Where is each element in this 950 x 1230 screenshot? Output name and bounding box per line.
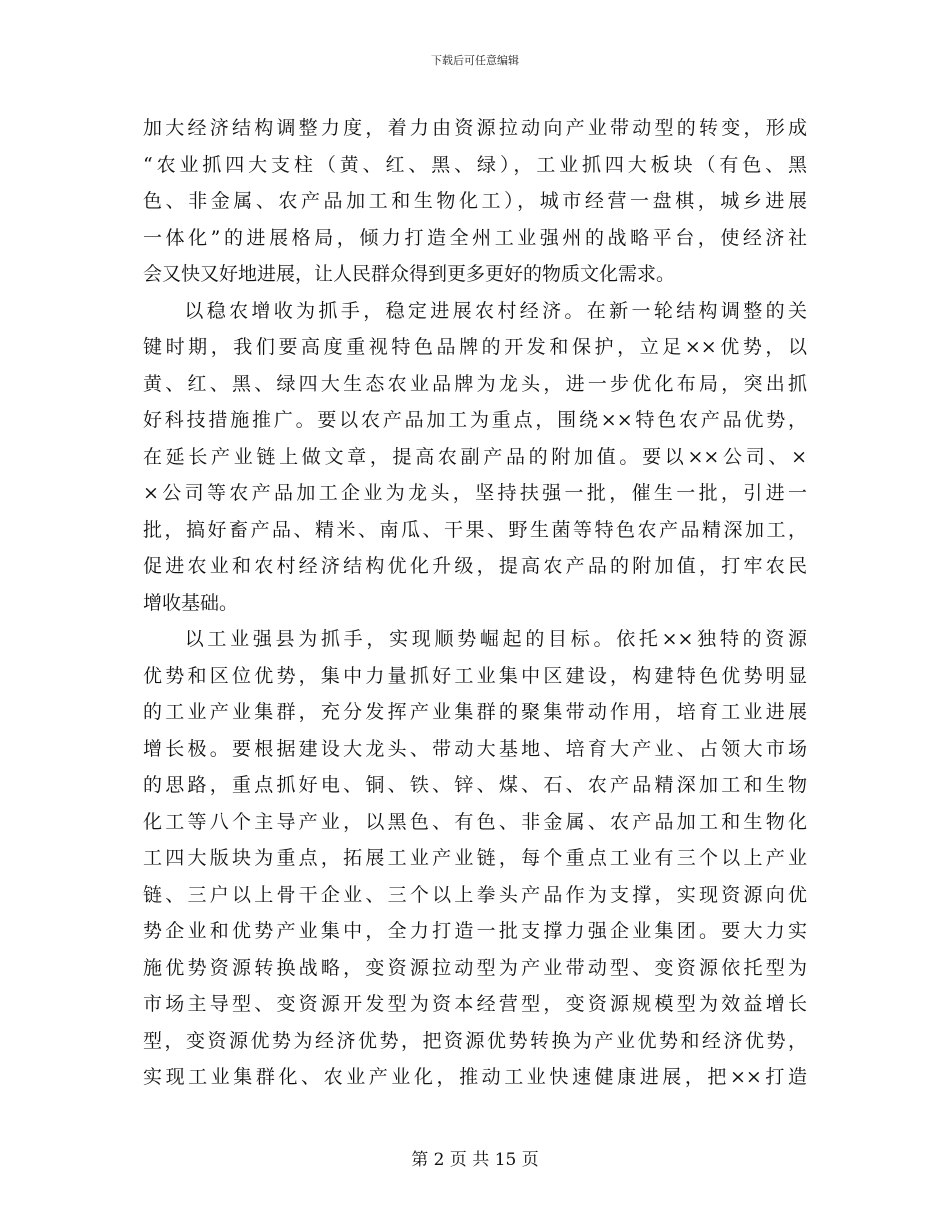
text-line: 实现工业集群化、农业产业化，推动工业快速健康进展，把××打造 — [143, 1066, 807, 1088]
text-line: 加大经济结构调整力度，着力由资源拉动向产业带动型的转变，形成 — [143, 117, 807, 139]
text-line: 色、非金属、农产品加工和生物化工），城市经营一盘棋，城乡进展 — [143, 190, 807, 212]
paragraph — [143, 621, 807, 1096]
text-line: 链、三户以上骨干企业、三个以上拳头产品作为支撑，实现资源向优 — [143, 883, 807, 906]
text-line: 黄、红、黑、绿四大生态农业品牌为龙头，进一步优化布局，突出抓 — [143, 372, 807, 395]
document-body — [143, 110, 807, 1096]
text-line: 的思路，重点抓好电、铜、铁、锌、煤、石、农产品精深加工和生物 — [143, 774, 807, 796]
paragraph — [143, 293, 807, 622]
paragraph — [143, 110, 807, 293]
text-line: “农业抓四大支柱（黄、红、黑、绿），工业抓四大板块（有色、黑 — [143, 153, 807, 176]
text-line: 会又快又好地进展，让人民群众得到更多更好的物质文化需求。 — [143, 263, 676, 285]
text-line: 增长极。要根据建设大龙头、带动大基地、培育大产业、占领大市场 — [143, 737, 807, 760]
text-line: 优势和区位优势，集中力量抓好工业集中区建设，构建特色优势明显 — [143, 664, 807, 687]
text-line: 促进农业和农村经济结构优化升级，提高农产品的附加值，打牢农民 — [143, 555, 807, 577]
text-line-first — [143, 293, 807, 330]
text-line: 势企业和优势产业集中，全力打造一批支撑力强企业集团。要大力实 — [143, 920, 807, 942]
text-line: 的工业产业集群，充分发挥产业集群的聚集带动作用，培育工业进展 — [143, 701, 807, 723]
text-line: 以稳农增收为抓手，稳定进展农村经济。在新一轮结构调整的关 — [181, 299, 807, 322]
text-line: 增收基础。 — [143, 591, 239, 614]
text-line: 型，变资源优势为经济优势，把资源优势转换为产业优势和经济优势， — [143, 1029, 807, 1052]
text-line: 工四大版块为重点，拓展工业产业链，每个重点工业有三个以上产业 — [143, 847, 807, 869]
text-line: ×公司等农产品加工企业为龙头，坚持扶强一批，催生一批，引进一 — [143, 482, 807, 504]
text-line: 市场主导型、变资源开发型为资本经营型，变资源规模型为效益增长 — [143, 993, 807, 1015]
text-line: 键时期，我们要高度重视特色品牌的开发和保护，立足××优势，以 — [143, 336, 807, 358]
text-line: 在延长产业链上做文章，提高农副产品的附加值。要以××公司、× — [143, 445, 807, 468]
page-number-footer: 第 2 页 共 15 页 — [411, 1150, 539, 1170]
page-header: 下载后可任意编辑 — [431, 54, 519, 67]
text-line: 好科技措施推广。要以农产品加工为重点，围绕××特色农产品优势， — [143, 409, 807, 431]
text-line: 批，搞好畜产品、精米、南瓜、干果、野生菌等特色农产品精深加工， — [143, 518, 807, 541]
text-line: 施优势资源转换战略，变资源拉动型为产业带动型、变资源依托型为 — [143, 956, 807, 979]
text-line: 一体化”的进展格局，倾力打造全州工业强州的战略平台，使经济社 — [143, 226, 807, 249]
text-line-first — [143, 621, 807, 658]
text-line: 化工等八个主导产业，以黑色、有色、非金属、农产品加工和生物化 — [143, 810, 807, 833]
text-line: 以工业强县为抓手，实现顺势崛起的目标。依托××独特的资源 — [181, 628, 807, 650]
